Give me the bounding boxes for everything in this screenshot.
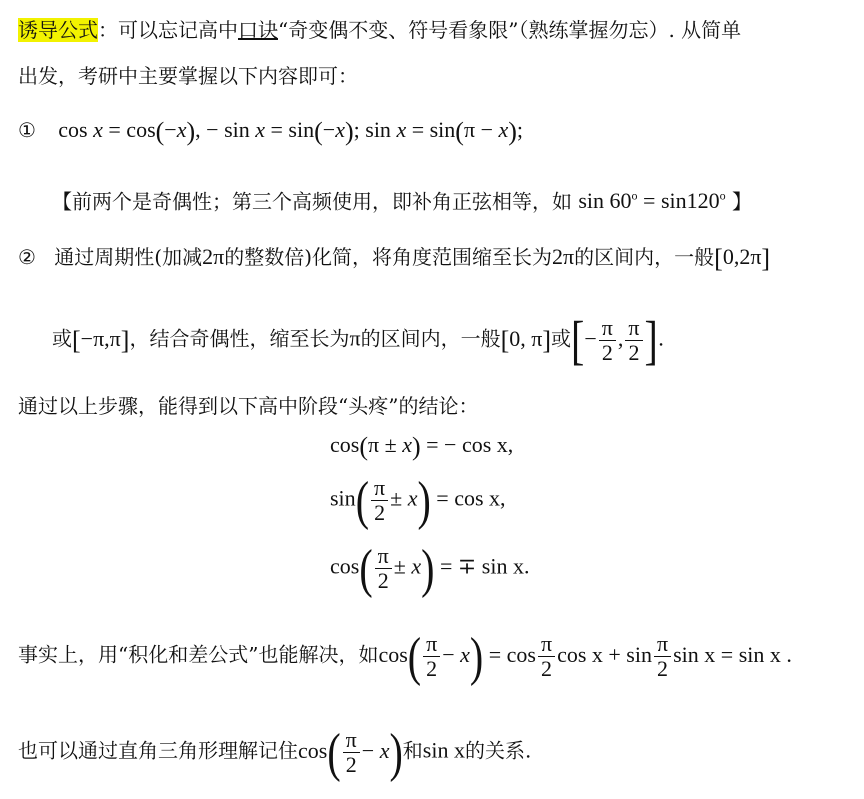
intro-line-2: 出发，考研中主要掌握以下内容即可：: [18, 64, 358, 88]
result-1: cos(π ± x) = − cos x,: [330, 431, 514, 461]
interval-half-pi: [− $\frac{\pi}{2}$ , $\frac{\pi}{2}$ ]: [571, 309, 658, 371]
item-1-marker: ①: [18, 118, 36, 142]
cos-expression: cos( $\frac{\pi}{2}$ − x): [298, 721, 403, 783]
item-2-marker: ②: [18, 245, 36, 269]
interval-0-2pi: [0,2π]: [714, 243, 771, 273]
note-example: $\sin 60^o = \sin 120^o$: [578, 188, 726, 214]
interval-0-pi: [0, π]: [500, 325, 552, 355]
underlined-word: 口诀: [238, 18, 278, 42]
result-3: cos( $\frac{\pi}{2}$ ± x) = ∓ sin x.: [330, 537, 530, 599]
interval-minus-pi-pi: [−π,π]: [72, 325, 130, 355]
item-1-note: 【前两个是奇偶性；第三个高频使用，即补角正弦相等，如 $\sin 60^o = \sin 120^o$ 】: [52, 188, 752, 214]
intro-line-1: 诱导公式：可以忘记高中口诀“奇变偶不变、符号看象限”（熟练掌握勿忘）. 从简单: [18, 18, 742, 42]
result-2: sin( $\frac{\pi}{2}$ ± x) = cos x,: [330, 469, 506, 531]
item-1-formula: cos x = cos(−x), − sin x = sin(−x); sin x = sin(π − x);: [58, 116, 524, 146]
product-to-sum-formula: cos( $\frac{\pi}{2}$ − x) = cos $\frac{\pi}{2}$ cos x + sin $\frac{\pi}{2}$ sin x = sin x .: [378, 625, 792, 687]
triangle-line: 也可以通过直角三角形理解记住cos( $\frac{\pi}{2}$ − x)和sin x的关系.: [18, 721, 532, 783]
item-2-line-1: ② 通过周期性(加减2π的整数倍)化简，将角度范围缩至长为2π的区间内，一般[0,2π]: [18, 243, 771, 273]
highlighted-term: 诱导公式: [18, 18, 98, 42]
product-to-sum-line: 事实上，用“积化和差公式”也能解决，如cos( $\frac{\pi}{2}$ − x) = cos $\frac{\pi}{2}$ cos x + sin $\frac{\pi}{2}$ sin x = sin x .: [18, 625, 792, 687]
conclusion-intro: 通过以上步骤，能得到以下高中阶段“头疼”的结论：: [18, 394, 479, 418]
item-2-line-2: 或[−π,π]，结合奇偶性，缩至长为π的区间内，一般[0, π]或[− $\frac{\pi}{2}$ , $\frac{\pi}{2}$ ].: [52, 309, 665, 371]
item-1: [18, 116, 523, 146]
